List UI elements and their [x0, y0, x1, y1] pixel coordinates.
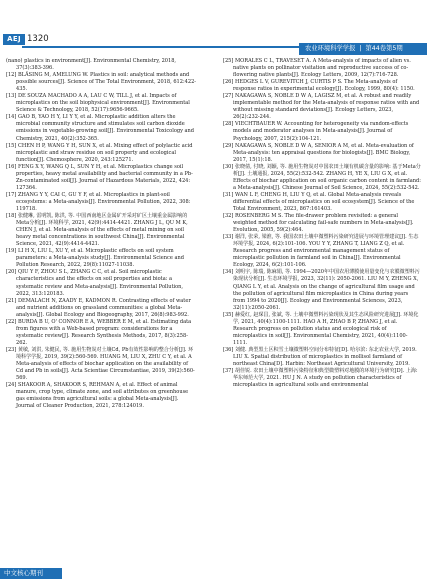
journal-header-band	[299, 43, 427, 55]
reference-item: [22] BURDA B U, O' CONNOR E A, WEBBER E M, et al. Estimating data from figures with a Web-based program: considerations for a systematic review[J]. Research Synthesis Methods, 2017, 8(3):258-262.	[6, 318, 192, 346]
reference-item: [30] 张晓倩, 付晓, 刘颖, 等. 施用生物炭对中国农田土壤有机碳含量的影响: 基于Meta分析[J]. 土壤通报, 2024, 55(2):532-542. ZHANG H, YE X, LIU G X, et al. Effects of biochar application on soil organic carbon content in farmland: a Meta-analysis[J]. Chinese Journal of Soil Science, 2024, 55(2):532-542.	[223, 163, 421, 191]
reference-item: [17] ZHANG Y Y, CAI C, GU Y F, et al. Microplastics in plant-soil ecosystems: a Meta-analysis[J]. Environmental Pollution, 2022, 308: 119718.	[6, 191, 191, 212]
header-separator: |	[359, 45, 362, 52]
reference-item: [23] 黄敏, 刘洪, 朱健民, 等. 施用生物炭对土壤Cd, Pb有效性影响的整合分析[J]. 环境科学学报, 2019, 39(2):560-569. HUANG M, LIU X, ZHU C Y, et al. A Meta-analysis of effects of biochar application on the availability of Cd and Pb in soils[J]. Acta Scientiae Circumstantiae, 2019, 39(2):560-569.	[6, 346, 195, 382]
reference-item: [13] DE SOUZA MACHADO A A, LAU C W, TILL J, et al. Impacts of microplastics on the soil biophysical environment[J]. Environmental Science & Technology, 2018, 52(17):9656-9665.	[6, 93, 190, 114]
references-left-column	[6, 58, 196, 410]
footer-badge: 中文核心期刊	[0, 568, 62, 579]
reference-item: [27] NAKAGAWA S, NOBLE D W A, LAGISZ M, et al. A robust and readily implementable method for the Meta-analysis of response ratios with and without missing standard deviations[J]. Ecology Letters, 2023, 26(2):232-244.	[223, 93, 420, 121]
reference-item: [28] VIECHTBAUER W. Accounting for heterogeneity via random-effects models and moderator analyses in Meta-analysis[J]. Journal of Psychology, 2007, 215(2):104-121.	[223, 121, 409, 142]
journal-logo: AEJ	[3, 34, 25, 45]
reference-item: [34] 刘明宇, 陈瑞, 陈麻娟, 等. 1994—2020年中国农用薄膜使用量变化与农膜微塑料污染现状分析[J]. 生态环境学报, 2023, 32(11): 2050-2061. LIU M Y, ZHENG X, QIANG L Y, et al. Analysis on the change of agricultural film usage and the pollution of agricultural film microplastics in China during years from 1994 to 2020[J]. Ecology and Environmental Sciences, 2023, 32(11):2050-2061.	[223, 269, 420, 311]
journal-title: 农业环境科学学报	[305, 45, 356, 52]
journal-volume: 第44卷第5期	[365, 45, 403, 52]
header-rule	[22, 46, 299, 48]
reference-item: [12] BLÄSING M, AMELUNG W. Plastics in soil: analytical methods and possible sources[J]. Science of The Total Environment, 2018, 612:422-435.	[6, 72, 196, 93]
reference-item: [21] DEMALACH N, ZAADY E, KADMON R. Contrasting effects of water and nutrient additions on grassland communities: a global Meta-analysis[J]. Global Ecology and Biogeography, 2017, 26(8):983-992.	[6, 297, 191, 318]
reference-item: [29] NAKAGAWA S, NOBLE D W A, SENIOR A M, et al. Meta-evaluation of Meta-analysis: ten appraisal questions for biologists[J]. BMC Biology, 2017, 15(1):18.	[223, 142, 414, 163]
reference-item: [18] 张健琳, 雷明凯, 陈洪, 等. 中国西南地区金属矿开采对矿区土壤重金属影响的Meta分析[J]. 环境科学, 2021, 42(9):4414-4421. ZHANG J L, QU M K, CHEN J, et al. Meta-analysis of the effects of metal mining on soil heavy metal concentrations in southwest China[J]. Environmental Science, 2021, 42(9):4414-4421.	[6, 213, 188, 248]
reference-item: [35] 赫爱红, 赵琛昌, 张斌, 等. 土壤中微塑料污染现状及其生态风险研究进展[J]. 环境化学, 2021, 40(4):1100-1111. HAO A H, ZHAO B P, ZHANG J, et al. Research progress on pollution status and ecological risk of microplastics in soil[J]. Environmental Chemistry, 2021, 40(4):1100-1111.	[223, 311, 419, 346]
reference-item: (nano) plastics in environment[J]. Environmental Chemistry, 2018, 37(3):383-396.	[6, 58, 177, 72]
reference-item: [37] 胡佳锐. 农田土壤中微塑料污染特征和典型微塑料对地膜的环境行为研究[D]. 上海: 华东师范大学, 2021. HU J N. A study on pollution characteristics of microplastics in agricultural soils and environmental	[223, 368, 418, 389]
reference-item: [36] 刘健. 典型黑土区积雪土壤微塑料空间分布特征[D]. 哈尔滨: 东北农业大学, 2019. LIU X. Spatial distribution of microplastics in mollisol farmland of northeast China[D]. Harbin: Northeast Agricultural University, 2019.	[223, 346, 417, 368]
reference-item: [31] WAN L F, CHENG H, LIU Y Q, et al. Global Meta-analysis reveals differential effects of microplastics on soil ecosystem[J]. Science of the Total Environment, 2023, 867:161403.	[223, 191, 415, 212]
reference-item: [32] ROSENBERG M S. The file-drawer problem revisited: a general weighted method for calculating fail-safe numbers in Meta-analysis[J]. Evolution, 2005, 59(2):464.	[223, 213, 414, 234]
reference-item: [25] MORALES C L, TRAVESET A. A Meta-analysis of impacts of alien vs. native plants on pollinator visitation and reproductive success of co-flowering native plants[J]. Ecology Letters, 2009, 12(7):716-728.	[223, 58, 411, 79]
page-number: 1320	[27, 34, 49, 44]
reference-item: [20] QIU Y F, ZHOU S L, ZHANG C C, et al. Soil microplastic characteristics and the effects on soil properties and biota: a systematic review and Meta-analysis[J]. Environmental Pollution, 2022, 313:120183.	[6, 269, 184, 297]
reference-item: [33] 谢洋, 张荣, 梁淮, 等. 我国农田土壤中微塑料污染研究进展与环境管理建议[J]. 生态环境学报, 2024, 6(2):101-106. YOU Y Y, ZHANG T, LIANG Z Q, et al. Research progress and environmental management status of microplastic pollution in farmland soil in China[J]. Environmental Ecology, 2024, 6(2):101-106.	[223, 234, 419, 269]
reference-item: [24] SHAKOOR A, SHAKOOR S, REHMAN A, et al. Effect of animal manure, crop type, climate zone, and soil attributes on greenhouse gas emissions from agricultural soils: a global Meta-analysis[J]. Journal of Cleaner Production, 2021, 278:124019.	[6, 382, 189, 410]
reference-item: [26] HEDGES L V, GUREVITCH J, CURTIS P S. The Meta-analysis of response ratios in experimental ecology[J]. Ecology, 1999, 80(4): 1150.	[223, 79, 415, 93]
references-right-column	[223, 58, 421, 389]
reference-item: [14] GAO B, YAO H Y, LI Y Y, et al. Microplastic addition alters the microbial community structure and stimulates soil carbon dioxide emissions in vegetable-growing soil[J]. Environmental Toxicology and Chemistry, 2021, 40(2):352-365.	[6, 114, 195, 142]
reference-item: [19] LI H X, LIU L, XU Y, et al. Microplastic effects on soil system parameters: a Meta-analysis study[J]. Environmental Science and Pollution Research, 2022, 29(8):11027-11038.	[6, 248, 184, 269]
reference-item: [16] FENG X Y, WANG Q L, SUN Y H, et al. Microplastics change soil properties, heavy metal availability and bacterial community in a Pb-Zn-contaminated soil[J]. Journal of Hazardous Materials, 2022, 424: 127364.	[6, 163, 193, 191]
reference-item: [15] CHEN H P, WANG Y H, SUN X, et al. Mixing effect of polylactic acid microplastic and straw residue on soil property and ecological function[J]. Chemosphere, 2020, 243:125271.	[6, 142, 193, 163]
